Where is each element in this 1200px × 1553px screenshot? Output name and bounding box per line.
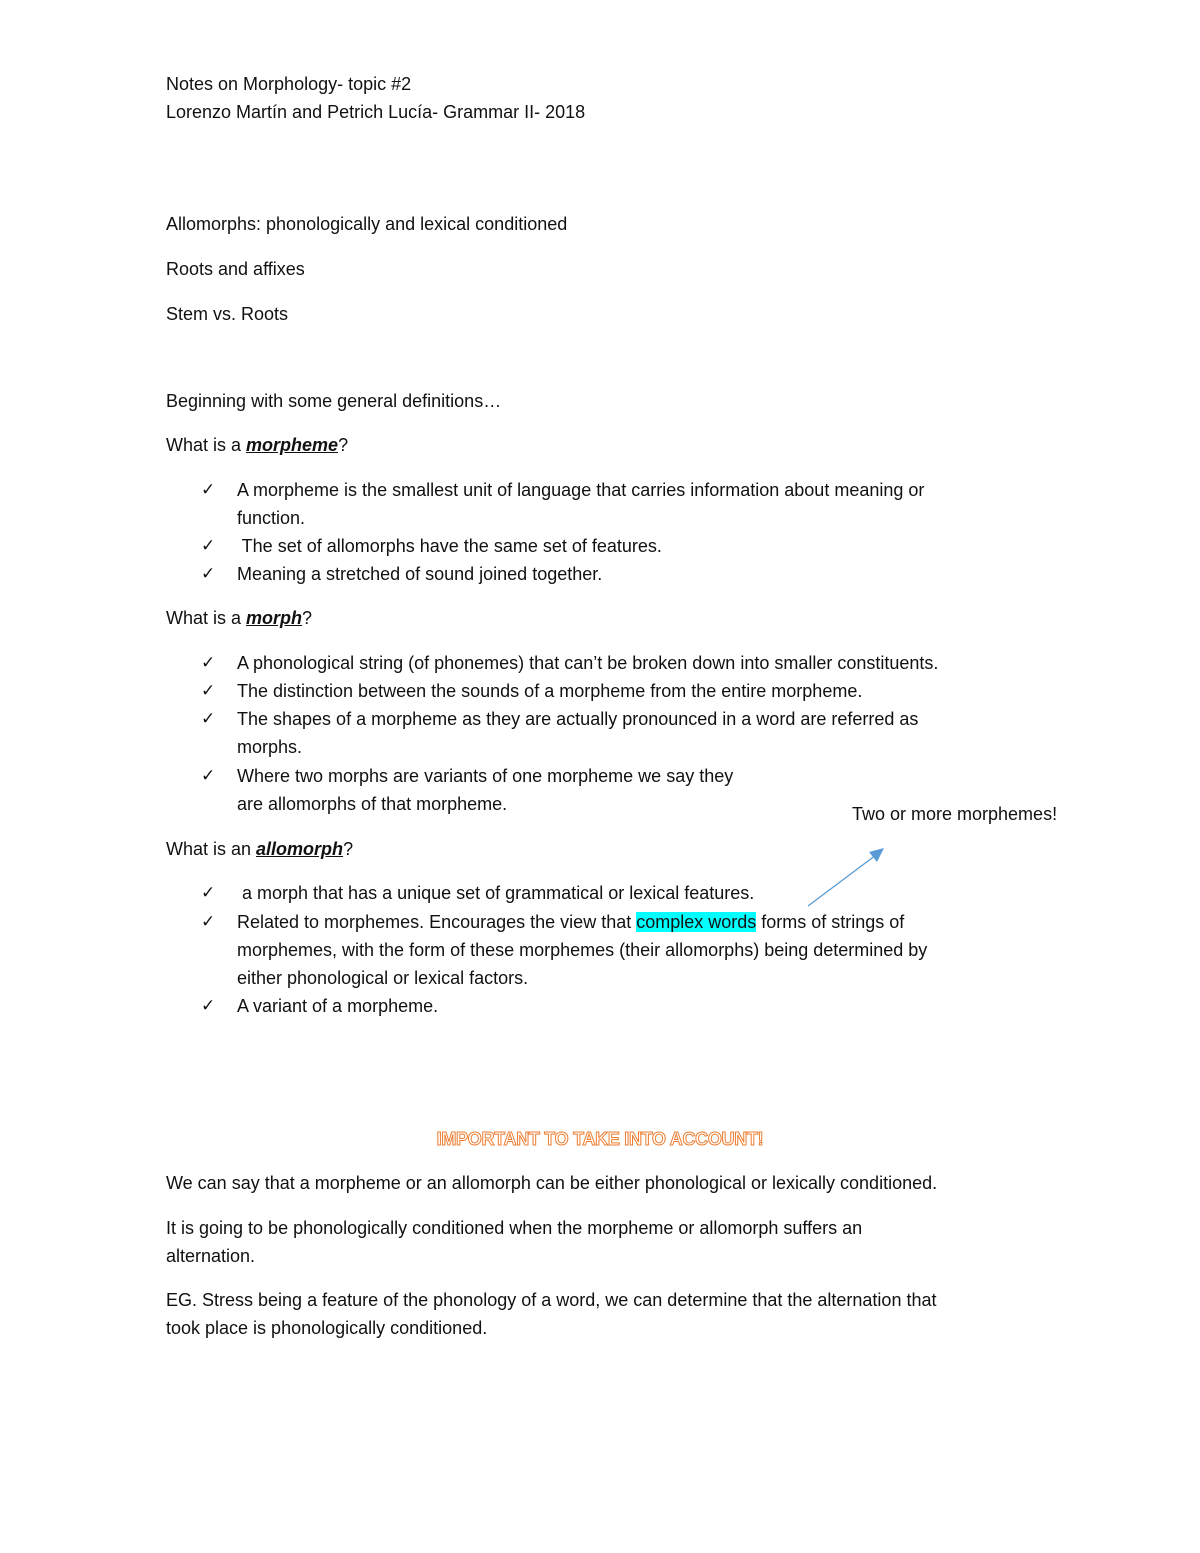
morpheme-bullet-1: A morpheme is the smallest unit of language that carries information about meaning or	[237, 480, 925, 500]
allomorph-question	[166, 837, 353, 861]
important-heading: IMPORTANT TO TAKE INTO ACCOUNT!	[436, 1129, 764, 1149]
allomorph-bullet-2-cont: morphemes, with the form of these morphemes (their allomorphs) being determined by	[237, 940, 928, 960]
allomorph-term: allomorph	[256, 839, 344, 859]
intro-text: Beginning with some general definitions…	[166, 391, 502, 411]
check-icon: ✓	[201, 653, 216, 672]
arrow-line	[808, 855, 876, 906]
topic-allomorphs: Allomorphs: phonologically and lexical conditioned	[166, 214, 568, 234]
question-prefix: What is an	[166, 839, 257, 859]
important-paragraph-2-cont: alternation.	[166, 1246, 256, 1266]
allomorph-bullet-3: A variant of a morpheme.	[237, 996, 439, 1016]
check-icon: ✓	[201, 912, 216, 931]
highlighted-complex-words: complex words	[636, 912, 757, 932]
morph-bullet-4: Where two morphs are variants of one morpheme we say they	[237, 766, 734, 786]
morpheme-question	[166, 433, 348, 457]
question-prefix: What is a	[166, 435, 247, 455]
check-icon: ✓	[201, 883, 216, 902]
morph-question	[166, 606, 312, 630]
check-icon: ✓	[201, 681, 216, 700]
allomorph-bullet-2-cont2: either phonological or lexical factors.	[237, 968, 529, 988]
important-paragraph-3: EG. Stress being a feature of the phonology of a word, we can determine that the alternation that	[166, 1290, 937, 1310]
allomorph-bullet-2-end: forms of strings of	[756, 912, 905, 932]
document-title: Notes on Morphology- topic #2	[166, 74, 412, 94]
annotation-note: Two or more morphemes!	[852, 804, 1058, 824]
arrow-head	[869, 848, 884, 862]
morph-term: morph	[246, 608, 303, 628]
check-icon: ✓	[201, 564, 216, 583]
morpheme-bullet-2: The set of allomorphs have the same set of features.	[237, 536, 662, 556]
question-suffix: ?	[343, 839, 354, 859]
morpheme-term: morpheme	[246, 435, 339, 455]
allomorph-bullet-2-start: Related to morphemes. Encourages the view that	[237, 912, 637, 932]
morph-bullet-1: A phonological string (of phonemes) that can’t be broken down into smaller constituents.	[237, 653, 939, 673]
check-icon: ✓	[201, 480, 216, 499]
important-paragraph-3-cont: took place is phonologically conditioned.	[166, 1318, 488, 1338]
morph-bullet-3: The shapes of a morpheme as they are actually pronounced in a word are referred as	[237, 709, 919, 729]
morpheme-bullet-3: Meaning a stretched of sound joined together.	[237, 564, 603, 584]
check-icon: ✓	[201, 709, 216, 728]
important-paragraph-2: It is going to be phonologically conditioned when the morpheme or allomorph suffers an	[166, 1218, 863, 1238]
important-paragraph-1: We can say that a morpheme or an allomorph can be either phonological or lexically conditioned.	[166, 1173, 938, 1193]
topic-roots-affixes: Roots and affixes	[166, 259, 305, 279]
morph-bullet-4-cont: are allomorphs of that morpheme.	[237, 794, 508, 814]
check-icon: ✓	[201, 766, 216, 785]
allomorph-bullet-2	[237, 910, 904, 934]
allomorph-bullet-1: a morph that has a unique set of grammatical or lexical features.	[237, 883, 755, 903]
morpheme-bullet-1-cont: function.	[237, 508, 306, 528]
question-suffix: ?	[338, 435, 349, 455]
document-authors: Lorenzo Martín and Petrich Lucía- Grammar II- 2018	[166, 102, 586, 122]
check-icon: ✓	[201, 536, 216, 555]
question-prefix: What is a	[166, 608, 247, 628]
morph-bullet-2: The distinction between the sounds of a morpheme from the entire morpheme.	[237, 681, 863, 701]
topic-stem-roots: Stem vs. Roots	[166, 304, 289, 324]
check-icon: ✓	[201, 996, 216, 1015]
question-suffix: ?	[302, 608, 313, 628]
morph-bullet-3-cont: morphs.	[237, 737, 303, 757]
